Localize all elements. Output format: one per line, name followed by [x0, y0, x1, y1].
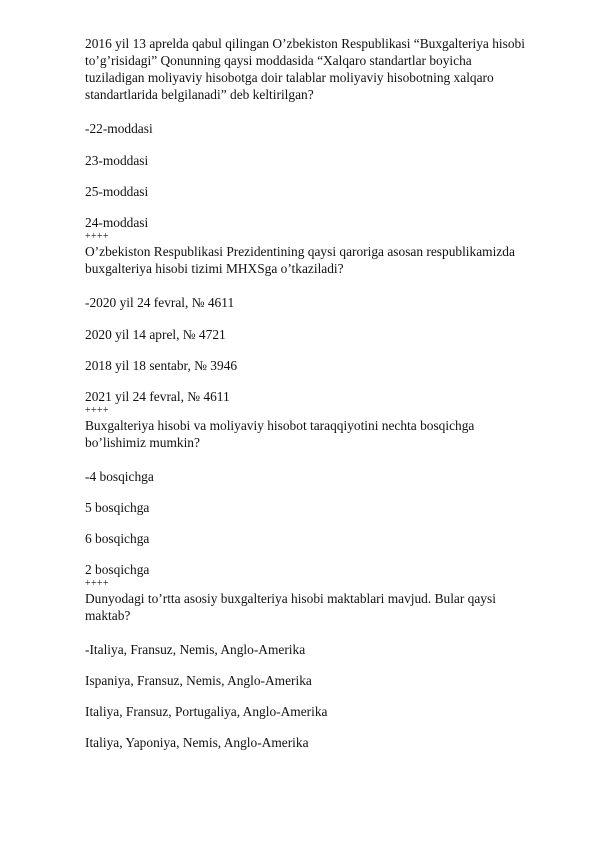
- answer-option: -2020 yil 24 fevral, № 4611: [85, 295, 235, 310]
- question-text-line: O’zbekiston Respublikasi Prezidentining qaysi qaroriga asosan respublikamizda: [85, 244, 515, 259]
- answer-option: 6 bosqichga: [85, 531, 150, 546]
- answer-option: -Italiya, Fransuz, Nemis, Anglo-Amerika: [85, 642, 306, 657]
- answer-option: 2018 yil 18 sentabr, № 3946: [85, 358, 238, 373]
- answer-option: -22-moddasi: [85, 121, 153, 136]
- answer-option: 25-moddasi: [85, 184, 149, 199]
- question-text-line: Buxgalteriya hisobi va moliyaviy hisobot taraqqiyotini nechta bosqichga: [85, 418, 475, 433]
- answer-option: Italiya, Yaponiya, Nemis, Anglo-Amerika: [85, 735, 309, 750]
- question-text-line: to’g’risidagi” Qonunning qaysi moddasida “Xalqaro standartlar boyicha: [85, 53, 472, 68]
- answer-option: 2020 yil 14 aprel, № 4721: [85, 327, 226, 342]
- answer-option: Ispaniya, Fransuz, Nemis, Anglo-Amerika: [85, 673, 312, 688]
- answer-option: 2 bosqichga: [85, 562, 150, 577]
- question-text-line: tuziladigan moliyaviy hisobotga doir talablar moliyaviy hisobotning xalqaro: [85, 70, 494, 85]
- answer-option: -4 bosqichga: [85, 469, 154, 484]
- question-text-line: Dunyodagi to’rtta asosiy buxgalteriya hisobi maktablari mavjud. Bular qaysi: [85, 591, 496, 606]
- question-text-line: 2016 yil 13 aprelda qabul qilingan O’zbekiston Respublikasi “Buxgalteriya hisobi: [85, 36, 525, 51]
- answer-option: 24-moddasi: [85, 215, 149, 230]
- answer-option: Italiya, Fransuz, Portugaliya, Anglo-Amerika: [85, 704, 328, 719]
- question-text-line: maktab?: [85, 608, 131, 623]
- question-text-line: buxgalteriya hisobi tizimi MHXSga o’tkaziladi?: [85, 261, 344, 276]
- question-separator: ++++: [85, 578, 109, 589]
- answer-option: 2021 yil 24 fevral, № 4611: [85, 389, 230, 404]
- question-text-line: bo’lishimiz mumkin?: [85, 435, 200, 450]
- answer-option: 23-moddasi: [85, 153, 149, 168]
- answer-option: 5 bosqichga: [85, 500, 150, 515]
- question-separator: ++++: [85, 231, 109, 242]
- question-text-line: standartlarida belgilanadi” deb keltirilgan?: [85, 87, 314, 102]
- question-separator: ++++: [85, 405, 109, 416]
